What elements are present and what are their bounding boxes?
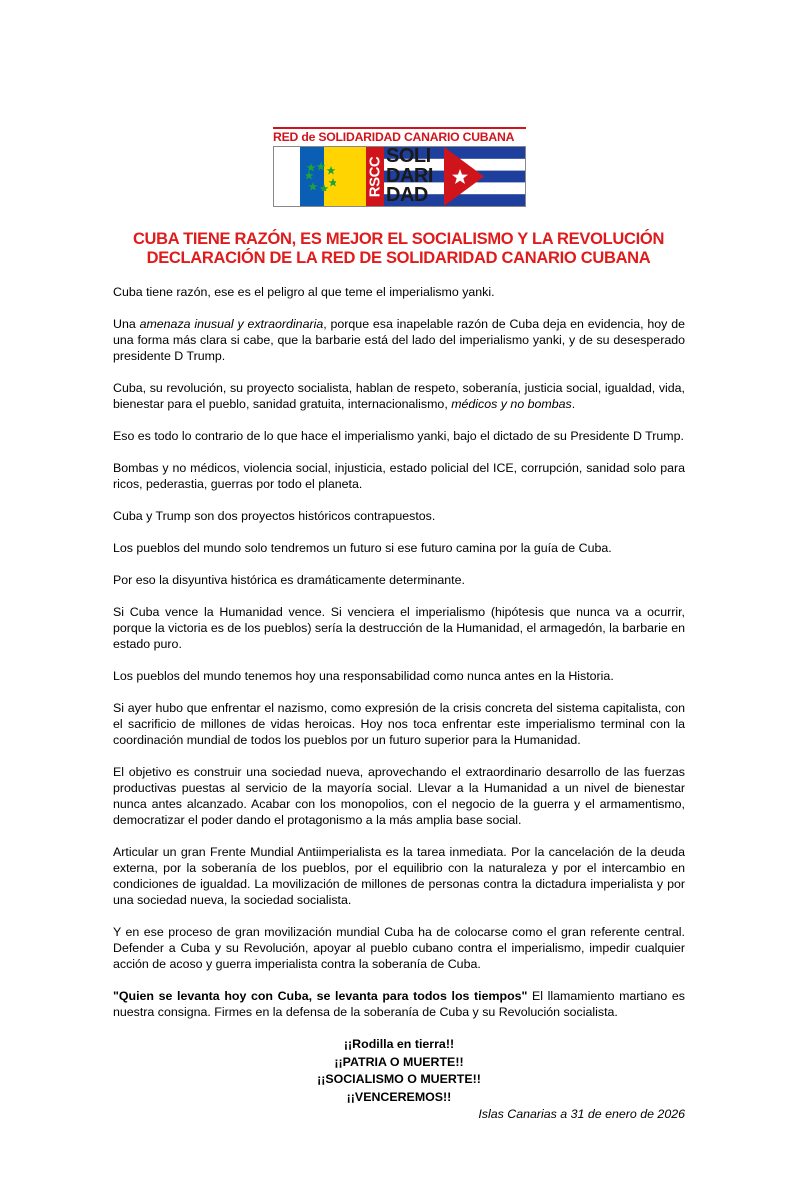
paragraph: Cuba y Trump son dos proyectos históricos contrapuestos. (113, 509, 436, 523)
logo (273, 127, 526, 207)
italic-phrase: amenaza inusual y extraordinaria (139, 317, 324, 331)
logo-title: RED de SOLIDARIDAD CANARIO CUBANA (273, 130, 515, 144)
logo-top-rule (273, 127, 526, 129)
declaration-body (113, 284, 685, 1122)
italic-phrase: médicos y no bombas (451, 397, 572, 411)
paragraph: Los pueblos del mundo tenemos hoy una responsabilidad como nunca antes en la Historia. (113, 669, 614, 683)
wordmark-line-3: DAD (386, 184, 428, 206)
paragraph: Bombas y no médicos, violencia social, injusticia, estado policial del ICE, corrupción, sanidad solo para ricos, pederastia, guerras por todo el planeta. (113, 461, 685, 491)
logo-emblem (273, 146, 526, 207)
paragraph: Si Cuba vence la Humanidad vence. Si venciera el imperialismo (hipótesis que nunca va a ocurrir, porque la victoria es de los pueblos) sería la destrucción de la Humanidad, el armagedón, la barbarie en estado puro. (113, 605, 685, 651)
paragraph: Por eso la disyuntiva histórica es dramáticamente determinante. (113, 573, 465, 587)
paragraph: Y en ese proceso de gran movilización mundial Cuba ha de colocarse como el gran referente central. Defender a Cuba y su Revolución, apoyar al pueblo cubano contra el imperialismo, impedir cualquier acción de acoso y guerra imperialista contra la soberanía de Cuba. (113, 925, 685, 971)
main-heading-line-2: DECLARACIÓN DE LA RED DE SOLIDARIDAD CANARIO CUBANA (146, 249, 651, 267)
place-and-date: Islas Canarias a 31 de enero de 2026 (478, 1107, 685, 1121)
rscc-acronym: RSCC (366, 156, 384, 197)
paragraph: Una amenaza inusual y extraordinaria, porque esa inapelable razón de Cuba deja en evidencia, hoy de una forma más clara si cabe, que la barbarie está del lado del imperialismo yanki, y de su desesperado presidente D Trump. (113, 317, 685, 363)
paragraph: Cuba tiene razón, ese es el peligro al que teme el imperialismo yanki. (113, 285, 495, 299)
slogan-2: ¡¡PATRIA O MUERTE!! (334, 1054, 464, 1069)
paragraph: Eso es todo lo contrario de lo que hace el imperialismo yanki, bajo el dictado de su Presidente D Trump. (113, 429, 684, 443)
wordmark-line-1: SOLI (386, 146, 431, 167)
slogan-3: ¡¡SOCIALISMO O MUERTE!! (317, 1072, 481, 1086)
paragraph: Si ayer hubo que enfrentar el nazismo, como expresión de la crisis concreta del sistema capitalista, con el sacrificio de millones de vidas heroicas. Hoy nos toca enfrentar este imperialismo terminal con la coordinación mundial de todos los pueblos por un futuro superior para la Humanidad. (113, 701, 685, 747)
solidaridad-wordmark (386, 147, 446, 206)
paragraph: Cuba, su revolución, su proyecto socialista, hablan de respeto, soberanía, justicia social, igualdad, vida, bienestar para el pueblo, sanidad gratuita, internacionalismo, médicos y no bombas. (113, 381, 685, 411)
canary-flag (276, 147, 348, 206)
marti-quote: "Quien se levanta hoy con Cuba, se levanta para todos los tiempos" (113, 989, 528, 1003)
rscc-band (366, 147, 384, 206)
main-heading-line-1: CUBA TIENE RAZÓN, ES MEJOR EL SOCIALISMO Y LA REVOLUCIÓN (132, 230, 665, 248)
paragraph: "Quien se levanta hoy con Cuba, se levanta para todos los tiempos" El llamamiento martiano es nuestra consigna. Firmes en la defensa de la soberanía de Cuba y su Revolución socialista. (113, 989, 685, 1019)
seven-stars-icon (306, 161, 336, 191)
paragraph: El objetivo es construir una sociedad nueva, aprovechando el extraordinario desarrollo de las fuerzas productivas puestas al servicio de la mayoría social. Llevar a la Humanidad a un nivel de bienestar nunca antes alcanzado. Acabar con los monopolios, con el negocio de la guerra y el armamentismo, democratizar el poder dando el protagonismo a la más amplia base social. (113, 765, 685, 827)
slogan-1: ¡¡Rodilla en tierra!! (343, 1037, 455, 1051)
slogan-4: ¡¡VENCEREMOS!! (346, 1089, 452, 1104)
wordmark-line-2: DARI (386, 164, 433, 187)
closing-slogans (113, 1036, 685, 1106)
paragraph: Los pueblos del mundo solo tendremos un futuro si ese futuro camina por la guía de Cuba. (113, 541, 612, 555)
paragraph: Articular un gran Frente Mundial Antiimperialista es la tarea inmediata. Por la cancelación de la deuda externa, por la soberanía de los pueblos, por el equilibrio con la naturaleza y por el intercambio en condiciones de igualdad. La movilización de millones de personas contra la dictadura imperialista y por una sociedad nueva, la sociedad socialista. (113, 845, 685, 907)
